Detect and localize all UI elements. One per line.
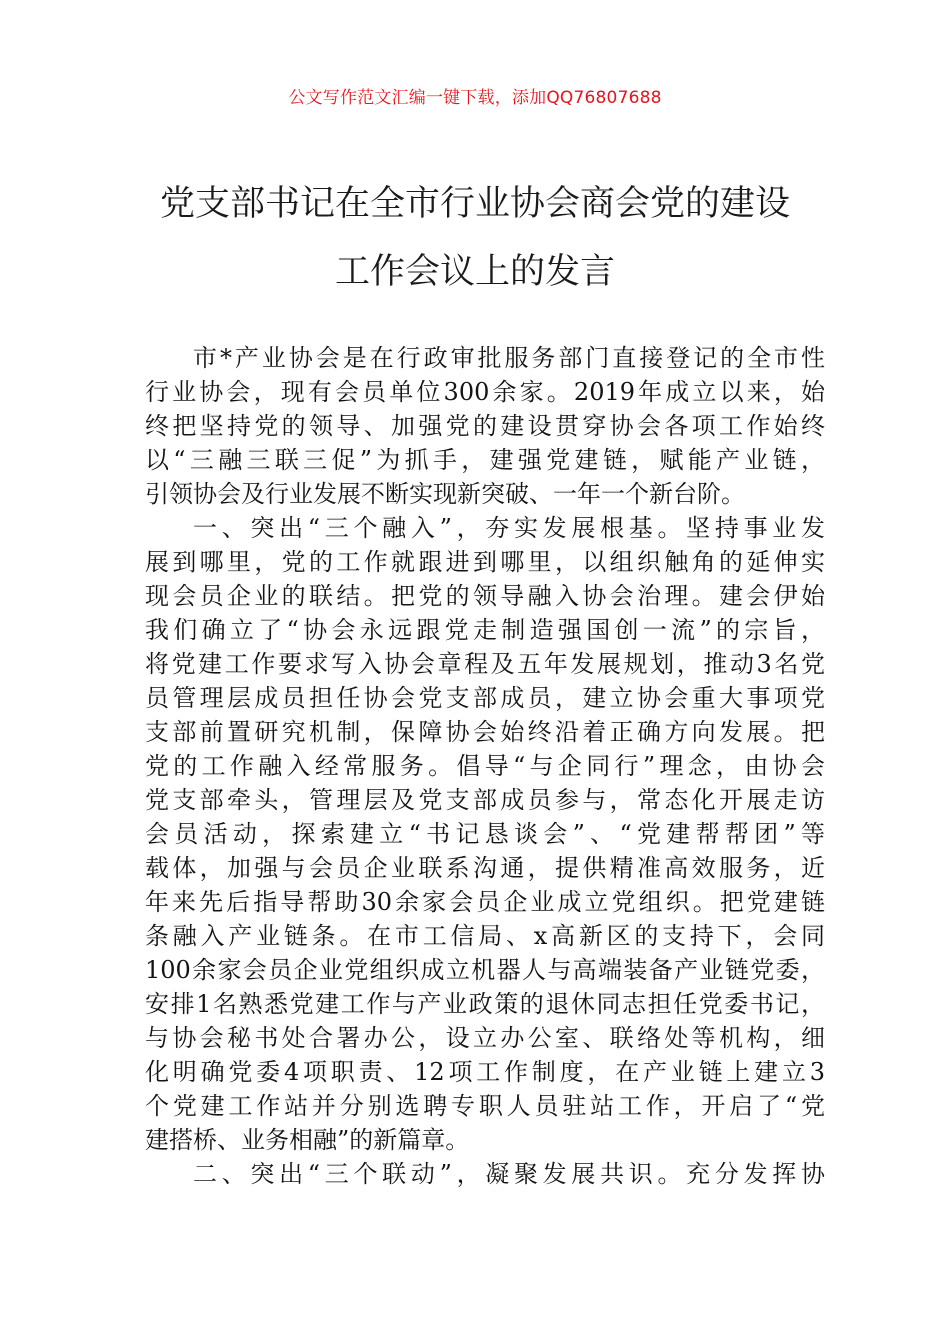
paragraph-2-line: 我们确立了“协会永远跟党走制造强国创一流”的宗旨， <box>145 616 825 644</box>
paragraph-2-line: 党的工作融入经常服务。倡导“与企同行”理念，由协会 <box>145 752 825 780</box>
paragraph-2-line: 现会员企业的联结。把党的领导融入协会治理。建会伊始 <box>145 582 825 610</box>
paragraph-1-line: 引领协会及行业发展不断实现新突破、一年一个新台阶。 <box>145 480 745 508</box>
paragraph-2-line: 安排1名熟悉党建工作与产业政策的退休同志担任党委书记， <box>145 990 825 1018</box>
paragraph-2-line: 支部前置研究机制，保障协会始终沿着正确方向发展。把 <box>145 718 825 746</box>
paragraph-3-line: 二、突出“三个联动”，凝聚发展共识。充分发挥协 <box>193 1160 825 1188</box>
paragraph-2-line: 与协会秘书处合署办公，设立办公室、联络处等机构，细 <box>145 1024 825 1052</box>
paragraph-1-line: 以“三融三联三促”为抓手，建强党建链，赋能产业链， <box>145 446 825 474</box>
paragraph-2-line: 100余家会员企业党组织成立机器人与高端装备产业链党委， <box>145 956 825 984</box>
paragraph-2-line: 年来先后指导帮助30余家会员企业成立党组织。把党建链 <box>145 888 825 916</box>
paragraph-2-line: 建搭桥、业务相融”的新篇章。 <box>145 1126 470 1154</box>
document-body <box>145 341 825 1191</box>
download-banner: 公文写作范文汇编一键下载，添加QQ76807688 <box>288 88 662 108</box>
paragraph-2-line: 党支部牵头，管理层及党支部成员参与，常态化开展走访 <box>145 786 825 814</box>
paragraph-2-line: 展到哪里，党的工作就跟进到哪里，以组织触角的延伸实 <box>145 548 825 576</box>
paragraph-2-line: 个党建工作站并分别选聘专职人员驻站工作，开启了“党 <box>145 1092 825 1120</box>
document-title-line-2: 工作会议上的发言 <box>334 252 615 292</box>
paragraph-1-line: 终把坚持党的领导、加强党的建设贯穿协会各项工作始终 <box>145 412 825 440</box>
paragraph-2-line: 将党建工作要求写入协会章程及五年发展规划，推动3名党 <box>145 650 825 678</box>
paragraph-2-line: 条融入产业链条。在市工信局、x高新区的支持下，会同 <box>145 922 825 950</box>
paragraph-2-line: 一、突出“三个融入”，夯实发展根基。坚持事业发 <box>193 514 825 542</box>
paragraph-1-line: 市*产业协会是在行政审批服务部门直接登记的全市性 <box>193 344 825 372</box>
paragraph-2-line: 载体，加强与会员企业联系沟通，提供精准高效服务，近 <box>145 854 825 882</box>
paragraph-2-line: 员管理层成员担任协会党支部成员，建立协会重大事项党 <box>145 684 825 712</box>
paragraph-2-line: 化明确党委4项职责、12项工作制度，在产业链上建立3 <box>145 1058 825 1086</box>
paragraph-1-line: 行业协会，现有会员单位300余家。2019年成立以来，始 <box>145 378 825 406</box>
paragraph-2-line: 会员活动，探索建立“书记恳谈会”、“党建帮帮团”等 <box>145 820 825 848</box>
document-title-line-1: 党支部书记在全市行业协会商会党的建设 <box>159 184 790 224</box>
